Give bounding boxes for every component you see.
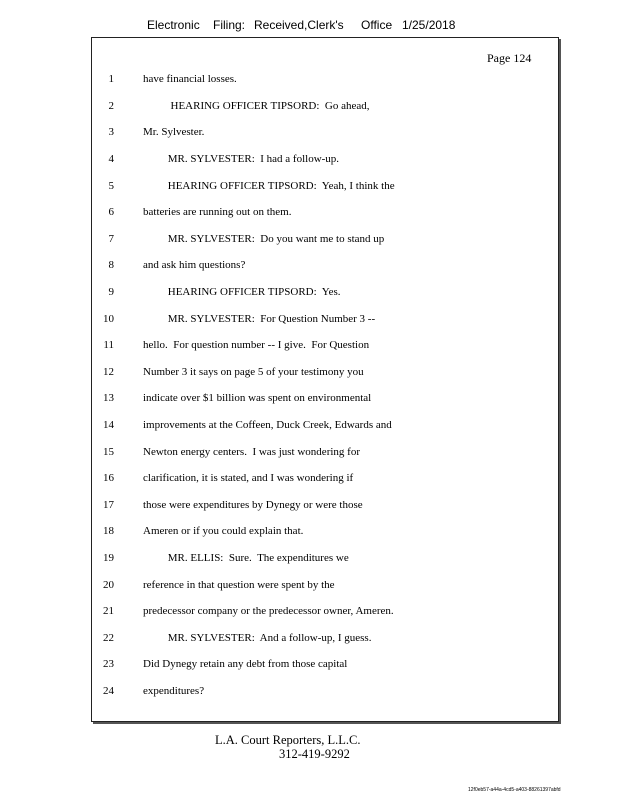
filing-stamp-received: Received,Clerk's bbox=[254, 18, 344, 32]
line-text: MR. SYLVESTER: I had a follow-up. bbox=[143, 153, 340, 165]
line-number: 6 bbox=[108, 206, 114, 218]
line-text: Number 3 it says on page 5 of your testimony you bbox=[143, 366, 364, 378]
line-number: 3 bbox=[108, 126, 114, 138]
footer-phone: 312-419-9292 bbox=[279, 747, 350, 761]
filing-stamp-date: 1/25/2018 bbox=[402, 18, 456, 32]
line-text: predecessor company or the predecessor owner, Ameren. bbox=[143, 605, 394, 617]
line-text: have financial losses. bbox=[143, 73, 237, 85]
line-number: 21 bbox=[103, 605, 114, 617]
line-text: clarification, it is stated, and I was wondering if bbox=[143, 472, 354, 484]
line-text: Ameren or if you could explain that. bbox=[143, 525, 304, 537]
line-text: improvements at the Coffeen, Duck Creek, Edwards and bbox=[143, 419, 392, 431]
line-text: HEARING OFFICER TIPSORD: Go ahead, bbox=[143, 100, 370, 112]
footer-company: L.A. Court Reporters, L.L.C. bbox=[215, 733, 361, 747]
line-number: 12 bbox=[103, 366, 114, 378]
line-number: 19 bbox=[103, 552, 114, 564]
line-number: 20 bbox=[103, 579, 114, 591]
filing-stamp-office: Office bbox=[361, 18, 393, 32]
line-text: hello. For question number -- I give. For Question bbox=[143, 339, 370, 351]
line-number: 16 bbox=[103, 472, 114, 484]
filing-stamp-electronic: Electronic bbox=[147, 18, 200, 32]
line-text: Mr. Sylvester. bbox=[143, 126, 205, 138]
line-number: 13 bbox=[103, 392, 114, 404]
line-text: indicate over $1 billion was spent on environmental bbox=[143, 392, 372, 404]
line-text: HEARING OFFICER TIPSORD: Yes. bbox=[143, 286, 341, 298]
line-number: 5 bbox=[108, 180, 114, 192]
line-number: 23 bbox=[103, 658, 114, 670]
line-text: and ask him questions? bbox=[143, 259, 246, 271]
line-text: MR. SYLVESTER: For Question Number 3 -- bbox=[143, 313, 376, 325]
document-id: 12f0eb57-a44a-4cd5-a403-88261397abfd bbox=[468, 787, 561, 793]
line-number: 18 bbox=[103, 525, 114, 537]
line-number: 8 bbox=[108, 259, 114, 271]
line-number: 9 bbox=[108, 286, 114, 298]
line-text: batteries are running out on them. bbox=[143, 206, 292, 218]
line-number: 14 bbox=[103, 419, 114, 431]
line-number: 7 bbox=[108, 233, 114, 245]
filing-stamp bbox=[147, 18, 477, 36]
line-text: MR. ELLIS: Sure. The expenditures we bbox=[143, 552, 349, 564]
line-text: HEARING OFFICER TIPSORD: Yeah, I think the bbox=[143, 180, 395, 192]
line-number: 17 bbox=[103, 499, 114, 511]
line-text: MR. SYLVESTER: Do you want me to stand up bbox=[143, 233, 385, 245]
line-number: 1 bbox=[108, 73, 114, 85]
line-number: 24 bbox=[103, 685, 114, 697]
line-text: expenditures? bbox=[143, 685, 205, 697]
line-number: 2 bbox=[108, 100, 114, 112]
filing-stamp-filing: Filing: bbox=[213, 18, 246, 32]
transcript-page-frame bbox=[91, 37, 559, 722]
line-number: 11 bbox=[103, 339, 114, 351]
line-text: MR. SYLVESTER: And a follow-up, I guess. bbox=[143, 632, 372, 644]
line-text: Did Dynegy retain any debt from those capital bbox=[143, 658, 348, 670]
line-number: 22 bbox=[103, 632, 114, 644]
line-number: 15 bbox=[103, 446, 114, 458]
line-number: 10 bbox=[103, 313, 114, 325]
line-text: Newton energy centers. I was just wondering for bbox=[143, 446, 360, 458]
line-text: those were expenditures by Dynegy or were those bbox=[143, 499, 363, 511]
line-text: reference in that question were spent by the bbox=[143, 579, 335, 591]
line-number: 4 bbox=[108, 153, 114, 165]
page-number: Page 124 bbox=[487, 51, 532, 65]
